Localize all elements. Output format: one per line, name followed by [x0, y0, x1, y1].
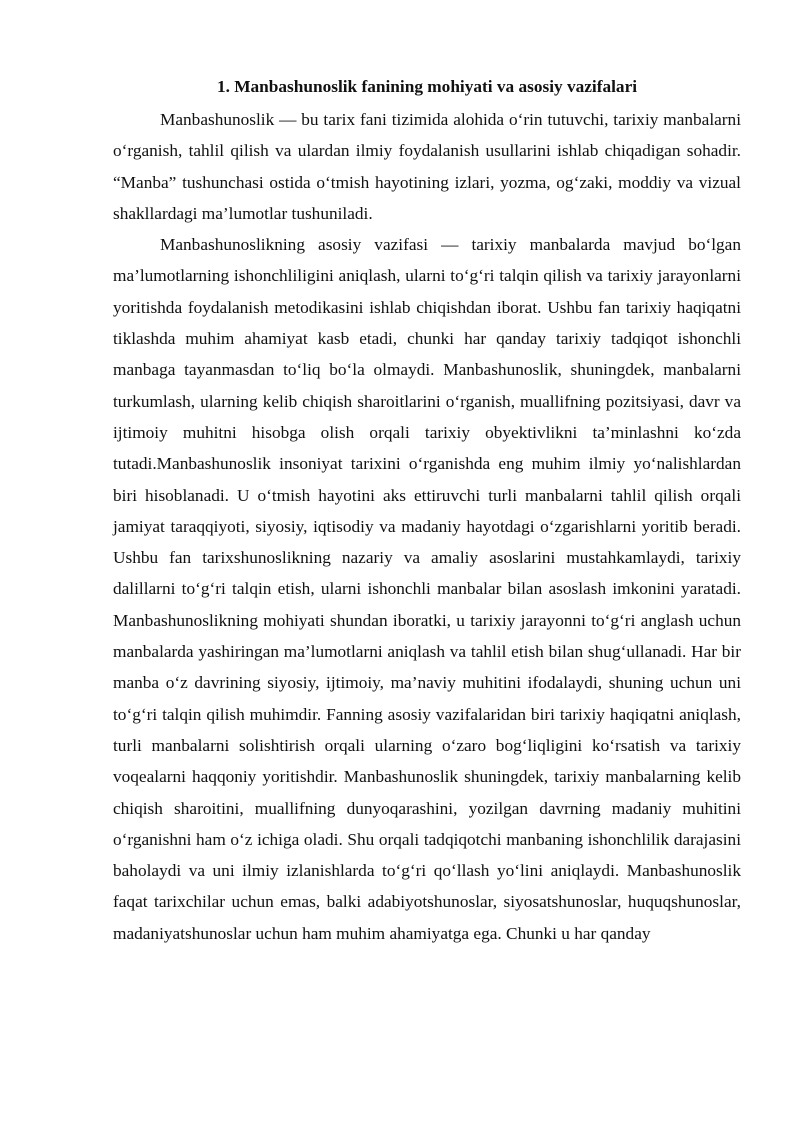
document-body — [113, 74, 741, 949]
section-heading: 1. Manbashunoslik fanining mohiyati va asosiy vazifalari — [216, 77, 638, 96]
paragraph-main: Manbashunoslikning asosiy vazifasi — tarixiy manbalarda mavjud bo‘lgan ma’lumotlarning ishonchliligini aniqlash, ularni to‘g‘ri talqin qilish va tarixiy jarayonlarni yoritishda foydalanish metodikasini ishlab chiqishdan iborat. Ushbu fan tarixiy haqiqatni tiklashda muhim ahamiyat kasb etadi, chunki har qanday tarixiy tadqiqot ishonchli manbaga tayanmasdan to‘liq bo‘la olmaydi. Manbashunoslik, shuningdek, manbalarni turkumlash, ularning kelib chiqish sharoitlarini o‘rganish, muallifning pozitsiyasi, davr va ijtimoiy muhitni hisobga olish orqali tarixiy obyektivlikni ta’minlashni ko‘zda tutadi.Manbashunoslik insoniyat tarixini o‘rganishda eng muhim ilmiy yo‘nalishlardan biri hisoblanadi. U o‘tmish hayotini aks ettiruvchi turli manbalarni tahlil qilish orqali jamiyat taraqqiyoti, siyosiy, iqtisodiy va madaniy hayotdagi o‘zgarishlarni yoritib beradi. Ushbu fan tarixshunoslikning nazariy va amaliy asoslarini mustahkamlaydi, tarixiy dalillarni to‘g‘ri talqin etish, ularni ishonchli manbalar bilan asoslash imkonini yaratadi. Manbashunoslikning mohiyati shundan iboratki, u tarixiy jarayonni to‘g‘ri anglash uchun manbalarda yashiringan ma’lumotlarni aniqlash va tahlil etish bilan shug‘ullanadi. Har bir manba o‘z davrining siyosiy, ijtimoiy, ma’naviy muhitini ifodalaydi, shuning uchun uni to‘g‘ri talqin qilish muhimdir. Fanning asosiy vazifalaridan biri tarixiy haqiqatni aniqlash, turli manbalarni solishtirish orqali ularning o‘zaro bog‘liqligini ko‘rsatish va tarixiy voqealarni haqqoniy yoritishdir. Manbashunoslik shuningdek, tarixiy manbalarning kelib chiqish sharoitini, muallifning dunyoqarashini, yozilgan davrning madaniy muhitini o‘rganishni ham o‘z ichiga oladi. Shu orqali tadqiqotchi manbaning ishonchlilik darajasini baholaydi va uni ilmiy izlanishlarda to‘g‘ri qo‘llash yo‘lini aniqlaydi. Manbashunoslik faqat tarixchilar uchun emas, balki adabiyotshunoslar, siyosatshunoslar, huquqshunoslar, madaniyatshunoslar uchun ham muhim ahamiyatga ega. Chunki u har qanday — [113, 235, 741, 943]
paragraph-intro: Manbashunoslik — bu tarix fani tizimida alohida o‘rin tutuvchi, tarixiy manbalarni o‘rganish, tahlil qilish va ulardan ilmiy foydalanish usullarini ishlab chiqadigan sohadir. “Manba” tushunchasi ostida o‘tmish hayotining izlari, yozma, og‘zaki, moddiy va vizual shakllardagi ma’lumotlar tushuniladi. — [113, 110, 741, 223]
